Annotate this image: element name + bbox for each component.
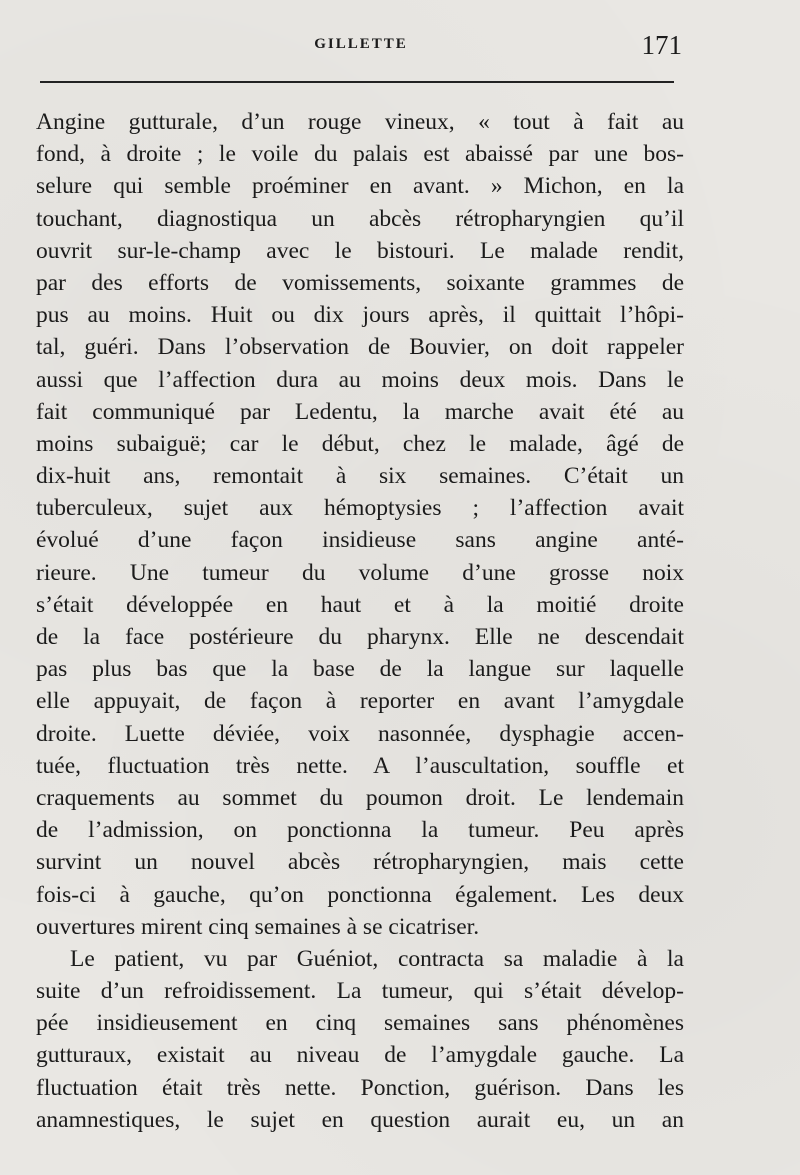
text-line: tal, guéri. Dans l’observation de Bouvier, on doit rappeler [36,334,684,361]
text-line: pée insidieusement en cinq semaines sans phénomènes [36,1010,684,1037]
text-line: rieure. Une tumeur du volume d’une grosse noix [36,559,684,586]
text-line: ouvrit sur-le-champ avec le bistouri. Le malade rendit, [36,237,684,264]
page-number: 171 [641,30,682,60]
text-line: évolué d’une façon insidieuse sans angine anté- [36,527,684,554]
text-line: Angine gutturale, d’un rouge vineux, « tout à fait au [36,109,684,135]
text-line: fluctuation était très nette. Ponction, guérison. Dans les [36,1074,684,1101]
text-line: s’était développée en haut et à la moitié droite [36,591,684,618]
running-head: GILLETTE [314,36,408,52]
header-rule [40,81,674,83]
text-line: fond, à droite ; le voile du palais est abaissé par une bos- [36,141,684,168]
text-line: aussi que l’affection dura au moins deux mois. Dans le [36,366,684,393]
text-line: pus au moins. Huit ou dix jours après, il quittait l’hôpi- [36,302,684,329]
text-line: par des efforts de vomissements, soixante grammes de [36,269,684,296]
paragraph [36,106,684,943]
text-line: ouvertures mirent cinq semaines à se cicatriser. [36,913,480,940]
text-line: de la face postérieure du pharynx. Elle ne descendait [36,624,684,650]
text-line: survint un nouvel abcès rétropharyngien, mais cette [36,849,684,876]
text-line: suite d’un refroidissement. La tumeur, qui s’était dévelop- [36,978,684,1005]
paragraph [36,943,684,1136]
body-text [36,106,684,1136]
text-line: craquements au sommet du poumon droit. Le lendemain [36,784,684,811]
text-line: touchant, diagnostiqua un abcès rétropharyngien qu’il [36,205,684,232]
text-line: fois-ci à gauche, qu’on ponctionna également. Les deux [36,881,684,908]
text-line: gutturaux, existait au niveau de l’amygdale gauche. La [36,1042,684,1069]
text-line: dix-huit ans, remontait à six semaines. C’était un [36,463,684,490]
text-line: Le patient, vu par Guéniot, contracta sa maladie à la [70,945,684,972]
page-header [40,30,682,70]
text-line: elle appuyait, de façon à reporter en avant l’amygdale [36,688,684,715]
text-line: moins subaiguë; car le début, chez le malade, âgé de [36,430,684,457]
text-line: fait communiqué par Ledentu, la marche avait été au [36,398,684,425]
text-line: droite. Luette déviée, voix nasonnée, dysphagie accen- [36,720,684,747]
text-line: pas plus bas que la base de la langue sur laquelle [36,656,684,683]
text-line: de l’admission, on ponctionna la tumeur. Peu après [36,817,684,844]
text-line: tuée, fluctuation très nette. A l’auscultation, souffle et [36,752,684,779]
text-line: selure qui semble proéminer en avant. » Michon, en la [36,173,684,200]
text-line: anamnestiques, le sujet en question aurait eu, un an [36,1106,684,1133]
text-line: tuberculeux, sujet aux hémoptysies ; l’affection avait [36,495,684,522]
